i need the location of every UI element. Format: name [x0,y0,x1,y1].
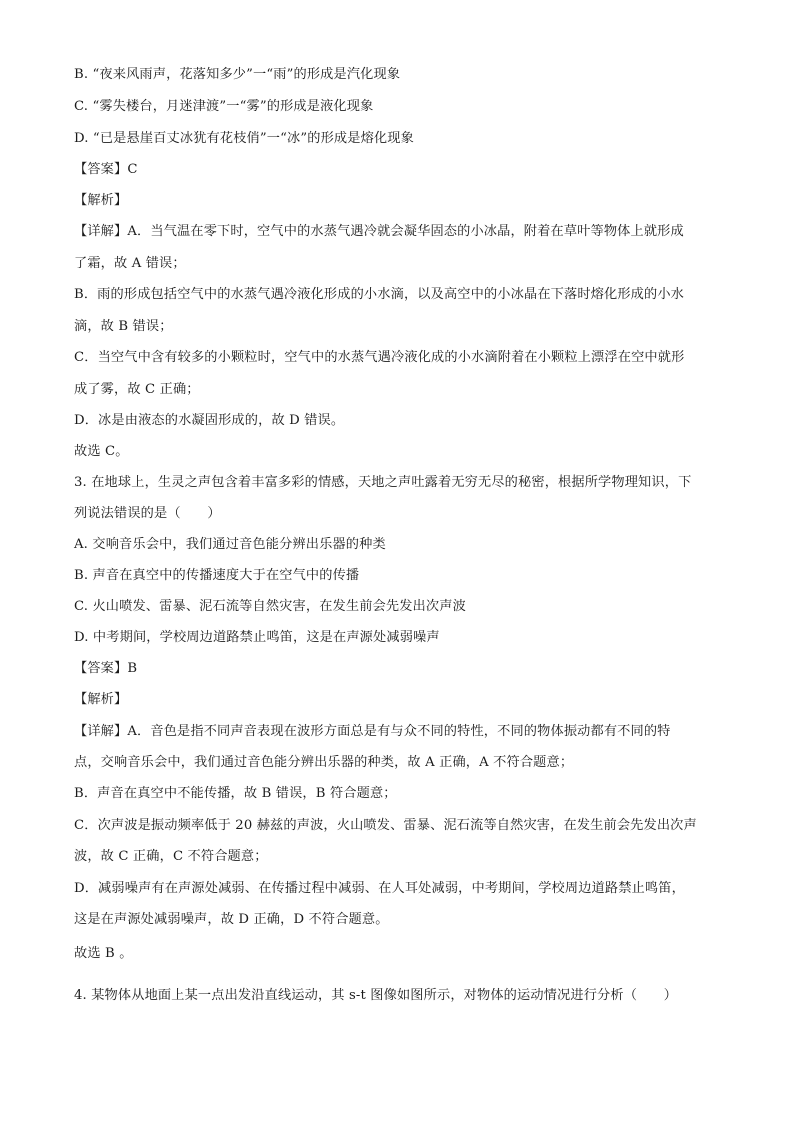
q2-detail-line: 了霜，故 A 错误； [74,256,186,271]
q3-option-c: C. 火山喷发、雷暴、泥石流等自然灾害，在发生前会先发出次声波 [74,599,466,614]
q2-detail-line: 【详解】A．当气温在零下时，空气中的水蒸气遇冷就会凝华固态的小冰晶，附着在草叶等物体上就形成 [74,224,684,239]
q3-stem-line: 3. 在地球上，生灵之声包含着丰富多彩的情感，天地之声吐露着无穷无尽的秘密，根据所学物理知识，下 [74,475,692,490]
q3-option-d: D. 中考期间，学校周边道路禁止鸣笛，这是在声源处减弱噪声 [74,630,440,645]
q2-answer: 【答案】C [74,162,138,177]
q2-detail-line: 滴，故 B 错误； [74,319,173,334]
q3-stem-line: 列说法错误的是（ ） [74,506,221,521]
q3-detail-line: D．减弱噪声有在声源处减弱、在传播过程中减弱、在人耳处减弱，中考期间，学校周边道路禁止鸣笛， [74,881,685,896]
q3-conclusion: 故选 B 。 [74,946,133,961]
q3-detail-line: 这是在声源处减弱噪声，故 D 正确，D 不符合题意。 [74,912,389,927]
q2-option-c: C. “雾失楼台，月迷津渡”一“雾”的形成是液化现象 [74,99,374,114]
q3-detail-line: 【详解】A．音色是指不同声音表现在波形方面总是有与众不同的特性，不同的物体振动都有不同的特 [74,724,671,739]
q3-detail-line: 波，故 C 正确，C 不符合题意； [74,849,268,864]
q3-analysis-heading: 【解析】 [74,692,128,707]
q3-option-a: A. 交响音乐会中，我们通过音色能分辨出乐器的种类 [74,537,386,552]
q3-detail-line: 点，交响音乐会中，我们通过音色能分辨出乐器的种类，故 A 正确，A 不符合题意； [74,755,574,770]
q2-detail-line: 成了雾，故 C 正确； [74,382,200,397]
q3-detail-line: B．声音在真空中不能传播，故 B 错误，B 符合题意； [74,786,397,801]
q2-option-d: D. “已是悬崖百丈冰犹有花枝俏”一“冰”的形成是熔化现象 [74,131,414,146]
q2-detail-line: D．冰是由液态的水凝固形成的，故 D 错误。 [74,413,345,428]
q2-detail-line: C．当空气中含有较多的小颗粒时，空气中的水蒸气遇冷液化成的小水滴附着在小颗粒上漂浮在空中就形 [74,350,685,365]
q3-option-b: B. 声音在真空中的传播速度大于在空气中的传播 [74,568,360,583]
q2-detail-line: B．雨的形成包括空气中的水蒸气遇冷液化形成的小水滴，以及高空中的小冰晶在下落时熔化形成的小水 [74,287,685,302]
q4-stem: 4. 某物体从地面上某一点出发沿直线运动，其 s-t 图像如图所示，对物体的运动情况进行分析（ ） [74,988,678,1003]
q2-analysis-heading: 【解析】 [74,193,128,208]
q3-answer: 【答案】B [74,661,138,676]
q2-conclusion: 故选 C。 [74,444,129,459]
q2-option-b: B. “夜来风雨声，花落知多少”一“雨”的形成是汽化现象 [74,67,401,82]
q3-detail-line: C．次声波是振动频率低于 20 赫兹的声波，火山喷发、雷暴、泥石流等自然灾害，在发生前会先发出次声 [74,818,697,833]
